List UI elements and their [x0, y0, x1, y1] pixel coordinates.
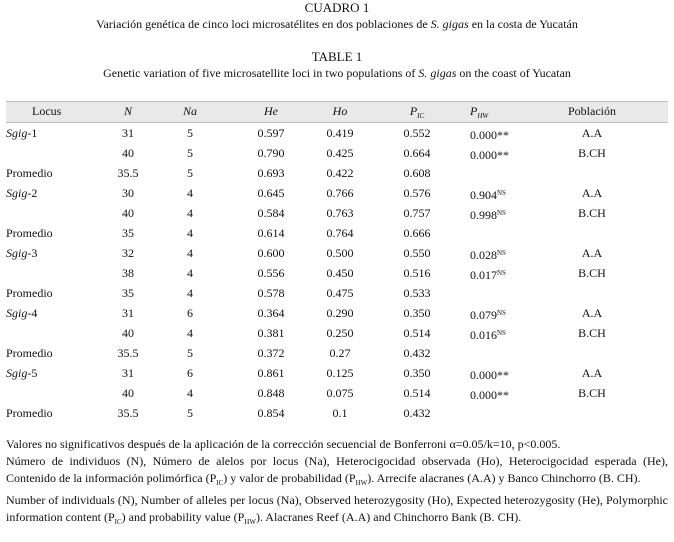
table-body: [6, 123, 668, 423]
cell-n: 40: [122, 206, 134, 220]
cell-pic: 0.350: [403, 366, 431, 380]
cell-he: 0.600: [257, 246, 285, 260]
cell-pic: 0.666: [403, 226, 431, 240]
cell-pic: 0.757: [403, 206, 431, 220]
cell-poblacion: B.CH: [578, 146, 606, 160]
cell-poblacion: B.CH: [578, 326, 606, 340]
table-row: [6, 343, 668, 363]
cell-ho: 0.075: [326, 386, 354, 400]
cell-locus: [6, 347, 53, 360]
cell-na: 4: [187, 186, 193, 200]
col-phw-sub: HW: [477, 112, 489, 120]
cell-na: 4: [187, 386, 193, 400]
phw-value: 0.079: [470, 308, 497, 322]
cell-phw: [464, 327, 526, 342]
note-text: ). Arrecife alacranes (A.A) y Banco Chinchorro (B. CH).: [367, 471, 641, 485]
phw-sup: NS: [497, 189, 506, 197]
note-spanish: [6, 453, 668, 492]
table-row: [6, 363, 668, 383]
cuadro-caption: [0, 17, 674, 32]
cell-locus: [6, 407, 53, 420]
phw-value: 0.998: [470, 208, 497, 222]
table-header: [6, 101, 668, 123]
col-n: N: [123, 104, 132, 118]
cell-phw: [464, 247, 526, 262]
phw-value: 0.000**: [470, 148, 509, 162]
locus-prefix: Sgig: [6, 306, 28, 320]
cell-locus: [6, 187, 37, 200]
cell-he: 0.693: [257, 166, 285, 180]
cell-na: 4: [187, 326, 193, 340]
cell-locus: [6, 287, 53, 300]
cell-n: 35: [122, 226, 134, 240]
caption-text: en la costa de Yucatán: [468, 17, 578, 31]
cell-phw: [464, 387, 526, 402]
table-notes: [6, 436, 668, 531]
phw-value: 0.016: [470, 328, 497, 342]
cell-poblacion: B.CH: [578, 206, 606, 220]
phw-value: 0.000**: [470, 368, 509, 382]
col-pic-sub: IC: [417, 112, 425, 120]
note-sub: HW: [355, 479, 368, 487]
locus-prefix: Promedio: [6, 286, 53, 300]
locus-prefix: Sgig: [6, 246, 28, 260]
locus-prefix: Sgig: [6, 126, 28, 140]
locus-prefix: Promedio: [6, 406, 53, 420]
cell-he: 0.861: [257, 366, 285, 380]
cell-ho: 0.763: [326, 206, 354, 220]
phw-value: 0.000**: [470, 388, 509, 402]
cell-pic: 0.552: [403, 126, 431, 140]
table-row: [6, 323, 668, 343]
cell-he: 0.597: [257, 126, 285, 140]
cell-pic: 0.350: [403, 306, 431, 320]
cell-he: 0.372: [257, 346, 285, 360]
note-sub: IC: [114, 518, 122, 526]
locus-prefix: Sgig: [6, 366, 28, 380]
col-locus: Locus: [32, 104, 62, 118]
cell-n: 40: [122, 326, 134, 340]
data-table: [6, 101, 668, 423]
cell-n: 35.5: [117, 166, 139, 180]
phw-sup: NS: [497, 269, 506, 277]
cell-pic: 0.576: [403, 186, 431, 200]
cell-poblacion: B.CH: [578, 266, 606, 280]
cell-he: 0.381: [257, 326, 285, 340]
cell-pic: 0.516: [403, 266, 431, 280]
cell-na: 5: [187, 166, 193, 180]
table-row: [6, 163, 668, 183]
cell-phw: [464, 127, 526, 142]
cell-n: 30: [122, 186, 134, 200]
cell-ho: 0.1: [332, 406, 348, 420]
cell-pic: 0.432: [403, 346, 431, 360]
cell-ho: 0.764: [326, 226, 354, 240]
cell-poblacion: A.A: [581, 246, 603, 260]
cell-na: 4: [187, 266, 193, 280]
locus-suffix: -5: [27, 366, 38, 380]
cell-ho: 0.250: [326, 326, 354, 340]
phw-value: 0.000**: [470, 128, 509, 142]
note-sub: IC: [216, 479, 224, 487]
cell-locus: [6, 227, 53, 240]
cell-he: 0.645: [257, 186, 285, 200]
note-english: [6, 492, 668, 531]
col-he: He: [264, 104, 278, 118]
col-pic: [392, 105, 442, 123]
note-bonferroni: Valores no significativos después de la aplicación de la corrección secuencial de Bonferroni α=0.05/k=10, p<0.005.: [6, 437, 561, 451]
cell-n: 35.5: [117, 346, 139, 360]
cell-locus: [6, 167, 53, 180]
table-row: [6, 263, 668, 283]
note-text: ) y valor de probabilidad (P: [223, 471, 356, 485]
cell-pic: 0.550: [403, 246, 431, 260]
table-row: [6, 283, 668, 303]
phw-value: 0.904: [470, 188, 497, 202]
phw-sup: NS: [497, 209, 506, 217]
note-text: ) and probability value (P: [121, 510, 245, 524]
cell-ho: 0.27: [329, 346, 351, 360]
species-name: S. gigas: [418, 66, 457, 80]
table-caption: [0, 66, 674, 81]
cell-ho: 0.475: [326, 286, 354, 300]
cell-ho: 0.425: [326, 146, 354, 160]
cell-he: 0.364: [257, 306, 285, 320]
note-text: Number of individuals (N), Number of alleles per locus (Na), Observed heterozygosity (Ho), Expected heterozygosity (He), Polymorphic information content (P: [6, 493, 668, 524]
table-row: [6, 243, 668, 263]
cell-n: 40: [122, 386, 134, 400]
caption-text: on the coast of Yucatan: [456, 66, 571, 80]
phw-sup: NS: [497, 249, 506, 257]
locus-prefix: Promedio: [6, 166, 53, 180]
table-row: [6, 143, 668, 163]
locus-prefix: Promedio: [6, 226, 53, 240]
cell-phw: [464, 207, 526, 222]
cell-n: 35.5: [117, 406, 139, 420]
cell-na: 4: [187, 206, 193, 220]
locus-suffix: -3: [27, 246, 38, 260]
cell-ho: 0.500: [326, 246, 354, 260]
locus-suffix: -1: [27, 126, 38, 140]
cell-na: 5: [187, 406, 193, 420]
table-row: [6, 123, 668, 143]
cell-pic: 0.608: [403, 166, 431, 180]
cell-locus: [6, 247, 37, 260]
cell-phw: [464, 187, 526, 202]
cell-n: 38: [122, 266, 134, 280]
cell-locus: [6, 367, 37, 380]
cell-ho: 0.422: [326, 166, 354, 180]
table-row: [6, 203, 668, 223]
cell-pic: 0.514: [403, 386, 431, 400]
cell-ho: 0.290: [326, 306, 354, 320]
cell-na: 5: [187, 346, 193, 360]
cell-he: 0.556: [257, 266, 285, 280]
cell-poblacion: A.A: [581, 306, 603, 320]
col-phw-main: P: [470, 104, 478, 118]
cell-ho: 0.125: [326, 366, 354, 380]
species-name: S. gigas: [430, 17, 469, 31]
locus-suffix: -4: [27, 306, 38, 320]
table-title: TABLE 1: [311, 49, 363, 64]
cell-n: 31: [122, 126, 134, 140]
cell-he: 0.614: [257, 226, 285, 240]
cell-locus: [6, 127, 37, 140]
cell-pic: 0.432: [403, 406, 431, 420]
table-row: [6, 183, 668, 203]
cell-na: 6: [187, 306, 193, 320]
cell-n: 40: [122, 146, 134, 160]
phw-sup: NS: [497, 309, 506, 317]
cell-ho: 0.766: [326, 186, 354, 200]
note-text: ). Alacranes Reef (A.A) and Chinchorro Bank (B. CH).: [255, 510, 522, 524]
table-row: [6, 403, 668, 423]
caption-text: Genetic variation of five microsatellite loci in two populations of: [103, 66, 419, 80]
note-text: Número de individuos (N), Número de alelos por locus (Na), Heterocigocidad observada (Ho), Heterocigocidad esperada (He), Contenido de la información polimórfica (P: [6, 454, 668, 485]
cell-he: 0.584: [257, 206, 285, 220]
cell-poblacion: B.CH: [578, 386, 606, 400]
table-row: [6, 223, 668, 243]
caption-text: Variación genética de cinco loci microsatélites en dos poblaciones de: [96, 17, 431, 31]
cell-he: 0.848: [257, 386, 285, 400]
cell-ho: 0.450: [326, 266, 354, 280]
cuadro-title: CUADRO 1: [304, 0, 370, 15]
phw-value: 0.028: [470, 248, 497, 262]
cell-na: 5: [187, 126, 193, 140]
cell-na: 6: [187, 366, 193, 380]
cell-he: 0.790: [257, 146, 285, 160]
locus-suffix: -2: [27, 186, 38, 200]
col-poblacion: Población: [568, 104, 616, 118]
cell-pic: 0.664: [403, 146, 431, 160]
cell-poblacion: A.A: [581, 126, 603, 140]
note-sub: HW: [244, 518, 256, 526]
cell-na: 4: [187, 226, 193, 240]
table-row: [6, 303, 668, 323]
cell-n: 32: [122, 246, 134, 260]
cell-na: 4: [187, 286, 193, 300]
locus-prefix: Sgig: [6, 186, 28, 200]
table-row: [6, 383, 668, 403]
cell-pic: 0.514: [403, 326, 431, 340]
cell-pic: 0.533: [403, 286, 431, 300]
locus-prefix: Promedio: [6, 346, 53, 360]
phw-sup: NS: [497, 329, 506, 337]
cell-phw: [464, 307, 526, 322]
cell-phw: [464, 147, 526, 162]
cell-n: 35: [122, 286, 134, 300]
cell-na: 5: [187, 146, 193, 160]
col-phw: [464, 105, 526, 123]
cell-locus: [6, 307, 37, 320]
cell-he: 0.854: [257, 406, 285, 420]
cell-na: 4: [187, 246, 193, 260]
cell-poblacion: A.A: [581, 366, 603, 380]
cell-n: 31: [122, 306, 134, 320]
cell-phw: [464, 267, 526, 282]
col-pic-main: P: [409, 104, 418, 118]
cell-he: 0.578: [257, 286, 285, 300]
cell-ho: 0.419: [326, 126, 354, 140]
phw-value: 0.017: [470, 268, 497, 282]
cell-phw: [464, 367, 526, 382]
cell-n: 31: [122, 366, 134, 380]
cell-poblacion: A.A: [581, 186, 603, 200]
col-ho: Ho: [332, 104, 348, 118]
col-na: Na: [182, 104, 197, 118]
